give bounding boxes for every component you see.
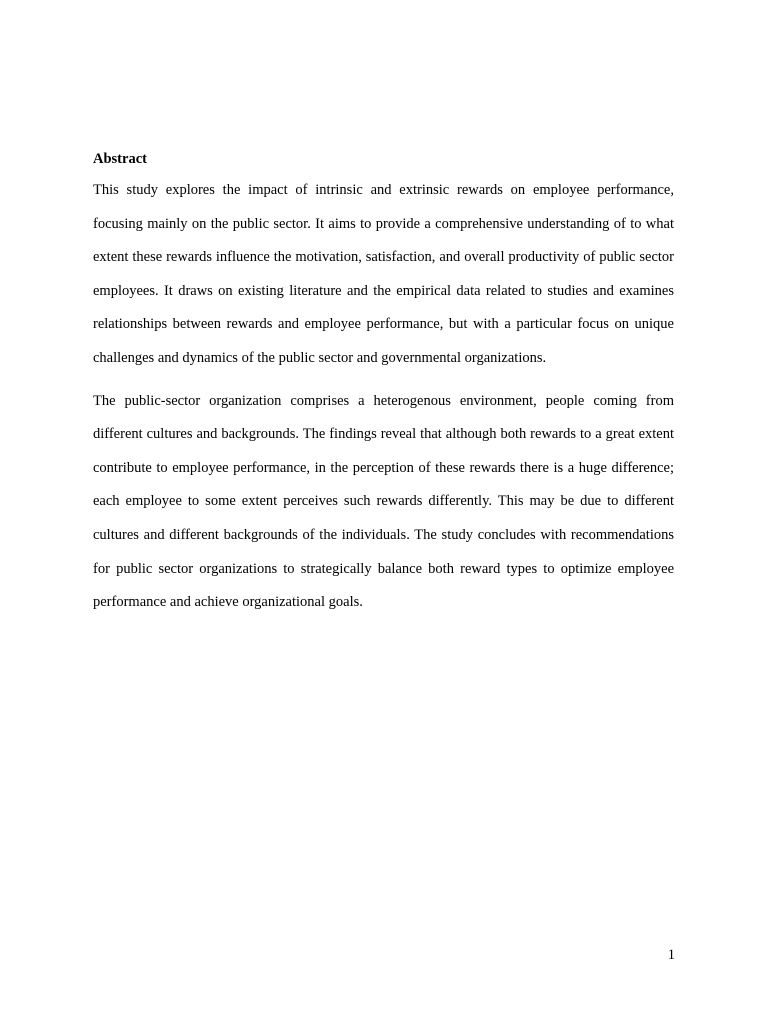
page-number: 1: [667, 947, 675, 963]
abstract-paragraph-2: The public-sector organization comprises a heterogenous environment, people coming from different cultures and backgrounds. The findings reveal that although both rewards to a great extent contribute to employee performance, in the perception of these rewards there is a huge difference; each employee to some extent perceives such rewards differently. This may be due to different cultures and different backgrounds of the individuals. The study concludes with recommendations for public sector organizations to strategically balance both reward types to optimize employee performance and achieve organizational goals.: [93, 392, 674, 611]
abstract-section: [93, 150, 674, 629]
abstract-paragraph-1: This study explores the impact of intrinsic and extrinsic rewards on employee performance, focusing mainly on the public sector. It aims to provide a comprehensive understanding of to what extent these rewards influence the motivation, satisfaction, and overall productivity of public sector employees. It draws on existing literature and the empirical data related to studies and examines relationships between rewards and employee performance, but with a particular focus on unique challenges and dynamics of the public sector and governmental organizations.: [93, 182, 674, 366]
abstract-heading: Abstract: [93, 151, 147, 167]
